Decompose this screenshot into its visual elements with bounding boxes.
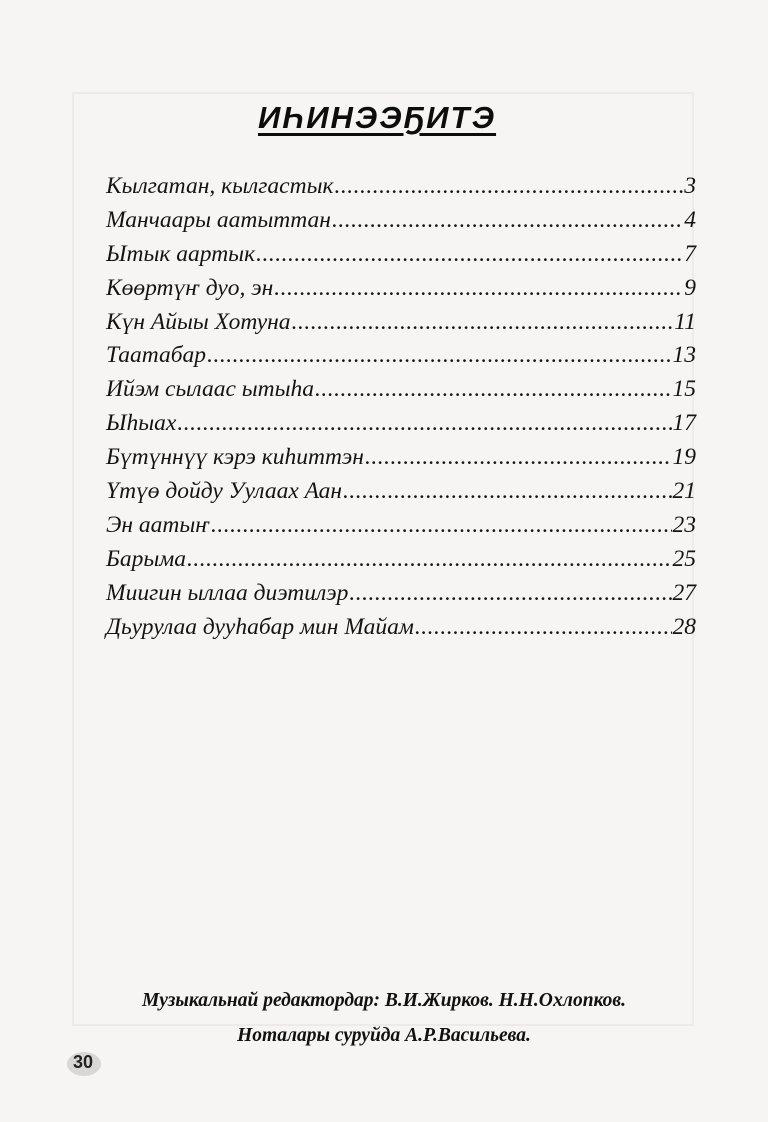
toc-entry	[106, 342, 696, 376]
toc-entry-title: Манчаары аатыттан	[106, 206, 331, 233]
toc-entry-title: Эн аатыҥ	[106, 511, 210, 538]
toc-leader	[334, 173, 683, 200]
toc-leader	[256, 241, 683, 268]
toc-entry-title: Кылгатан, кылгастык	[106, 173, 334, 199]
toc-entry	[106, 207, 696, 241]
toc-leader	[274, 275, 683, 302]
toc-entry-page: 3	[684, 173, 696, 199]
page-number: 30	[73, 1052, 94, 1072]
toc-entry-page: 4	[684, 206, 696, 233]
toc-leader	[315, 376, 671, 403]
toc-leader	[207, 342, 671, 369]
toc-entry-page: 7	[684, 240, 696, 267]
toc-leader	[343, 478, 671, 505]
toc-entry	[106, 546, 696, 580]
toc-entry	[106, 173, 696, 207]
toc-entry-title: Дьурулаа дууһабар мин Майам	[106, 613, 414, 640]
toc-entry-page: 25	[672, 545, 696, 572]
toc-entry-page: 17	[672, 410, 696, 437]
toc-entry	[106, 309, 696, 343]
toc-leader	[177, 410, 671, 437]
toc-entry-page: 28	[672, 613, 696, 640]
toc-leader	[187, 546, 671, 573]
toc-entry	[106, 478, 696, 512]
toc-leader	[365, 444, 672, 471]
toc-entry	[106, 444, 696, 478]
toc-leader	[415, 614, 672, 641]
toc-leader	[349, 580, 671, 607]
toc-entry-title: Ыһыах	[106, 410, 177, 437]
toc-entry-page: 19	[672, 444, 696, 471]
notation-credit: Ноталары суруйда А.Р.Васильева.	[237, 1025, 531, 1046]
toc-entry-page: 13	[672, 342, 696, 369]
toc-entry-title: Ийэм сылаас ытыһа	[106, 376, 315, 403]
toc-entry	[106, 614, 696, 648]
toc-entry-title: Күн Айыы Хотуна	[106, 308, 291, 335]
table-of-contents	[106, 173, 696, 647]
toc-entry-title: Барыма	[106, 545, 187, 572]
toc-entry-title: Таатабар	[106, 342, 207, 369]
toc-entry-title: Миигин ыллаа диэтилэр	[106, 579, 349, 606]
toc-leader	[332, 207, 683, 234]
toc-leader	[292, 309, 674, 336]
toc-entry	[106, 512, 696, 546]
toc-entry	[106, 275, 696, 309]
page-title: ИҺИНЭЭҔИТЭ	[258, 100, 497, 135]
toc-entry-page: 23	[672, 511, 696, 538]
toc-leader	[211, 512, 672, 539]
toc-entry	[106, 241, 696, 275]
music-editors-credit: Музыкальнай редактордар: В.И.Жирков. Н.Н.Охлопков.	[141, 990, 627, 1011]
toc-entry	[106, 410, 696, 444]
toc-entry-title: Көөртүҥ дуо, эн	[106, 274, 274, 301]
toc-entry	[106, 376, 696, 410]
toc-entry-title: Ытык аартык	[106, 240, 256, 267]
toc-entry-page: 27	[672, 579, 696, 606]
toc-entry-page: 15	[672, 376, 696, 403]
toc-entry-page: 11	[674, 308, 696, 335]
toc-entry-page: 21	[672, 478, 696, 505]
toc-entry	[106, 580, 696, 614]
toc-entry-page: 9	[684, 274, 696, 301]
toc-entry-title: Үтүө дойду Уулаах Аан	[106, 478, 343, 505]
toc-entry-title: Бүтүннүү кэрэ киһиттэн	[106, 444, 364, 471]
